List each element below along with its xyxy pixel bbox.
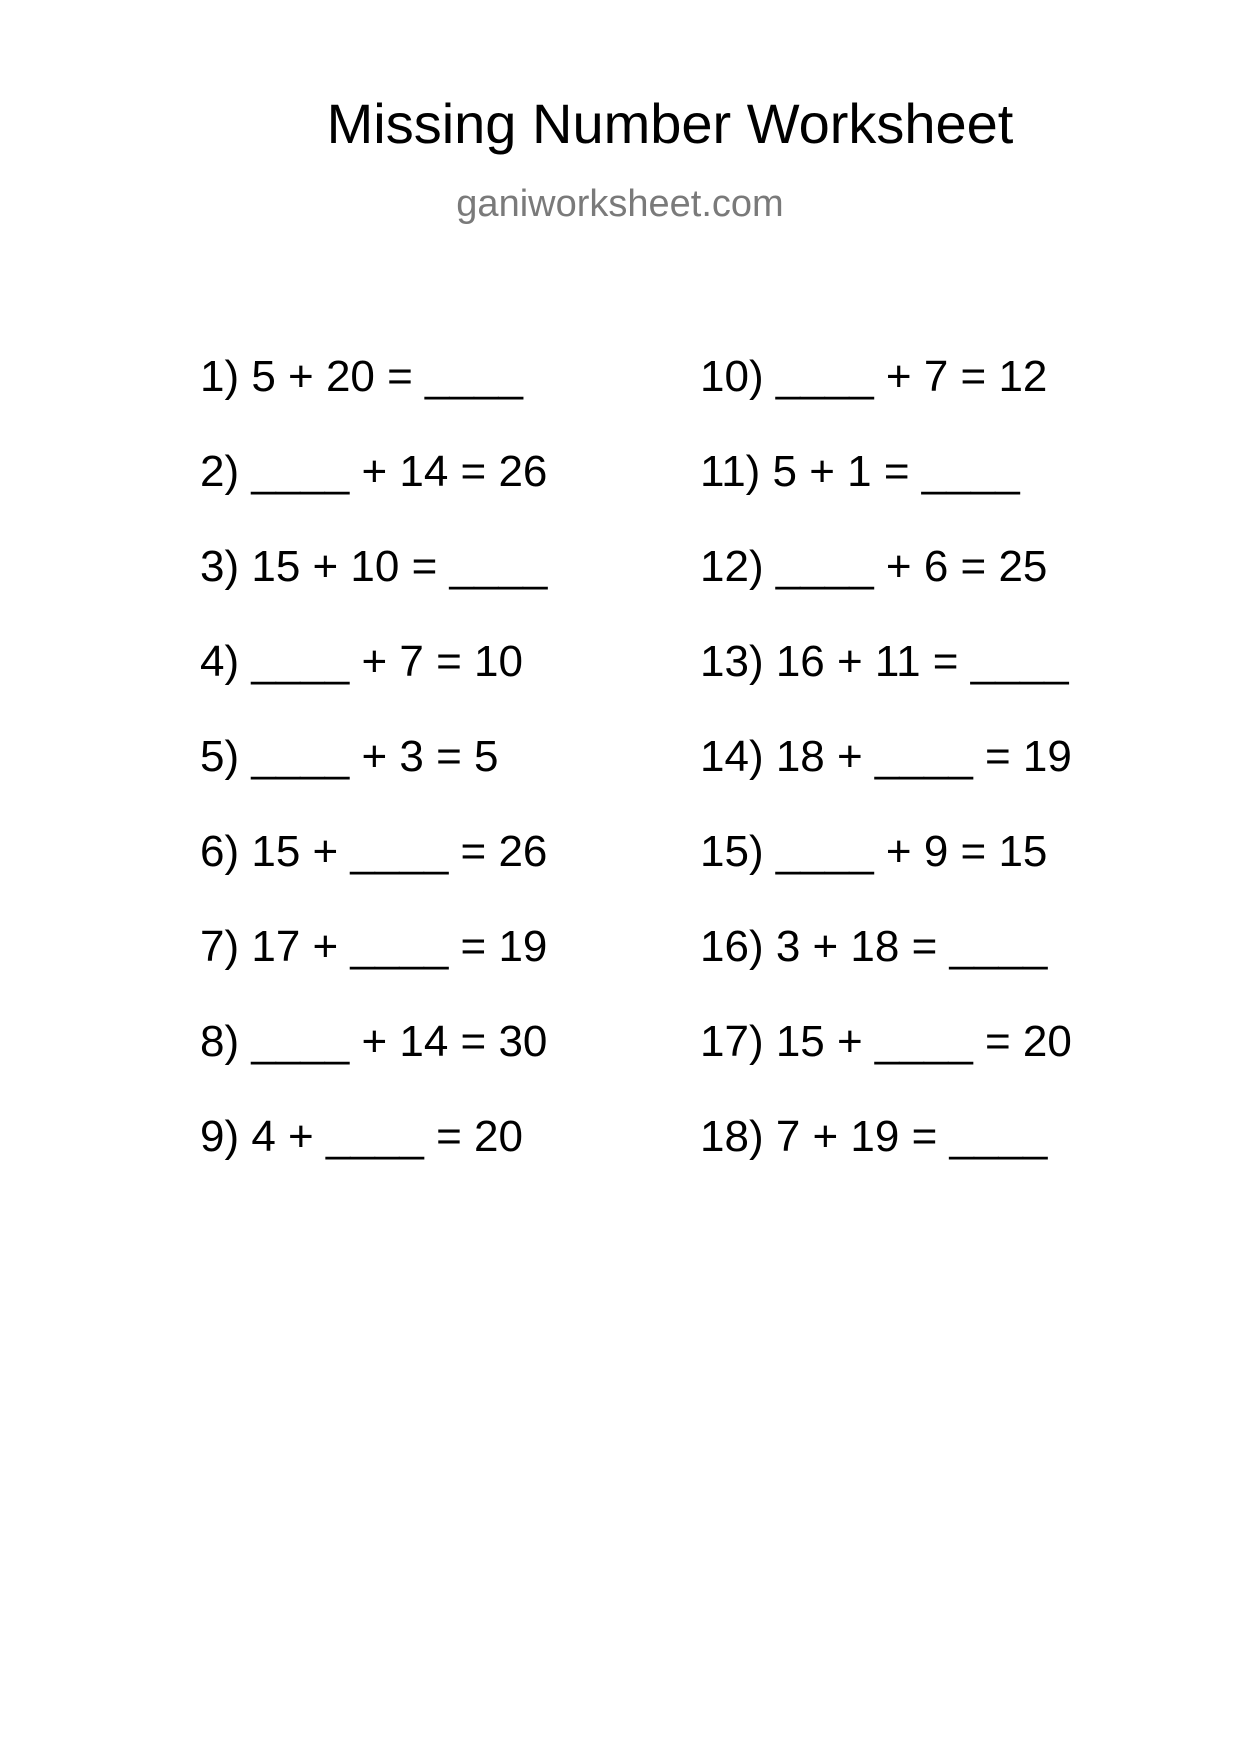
problem-13: 13) 16 + 11 = ____	[700, 637, 1069, 686]
website-url: ganiworksheet.com	[456, 183, 784, 225]
problem-14: 14) 18 + ____ = 19	[700, 732, 1072, 781]
problem-2: 2) ____ + 14 = 26	[200, 447, 548, 496]
problem-6: 6) 15 + ____ = 26	[200, 827, 548, 876]
problem-17: 17) 15 + ____ = 20	[700, 1017, 1072, 1066]
problem-7: 7) 17 + ____ = 19	[200, 922, 548, 971]
problem-12: 12) ____ + 6 = 25	[700, 542, 1048, 591]
problem-10: 10) ____ + 7 = 12	[700, 352, 1048, 401]
problem-18: 18) 7 + 19 = ____	[700, 1112, 1048, 1161]
problem-16: 16) 3 + 18 = ____	[700, 922, 1048, 971]
problem-9: 9) 4 + ____ = 20	[200, 1112, 523, 1161]
problems-right-column	[700, 352, 1072, 1207]
problem-5: 5) ____ + 3 = 5	[200, 732, 499, 781]
problem-15: 15) ____ + 9 = 15	[700, 827, 1048, 876]
problems-left-column	[200, 352, 547, 1207]
problem-11: 11) 5 + 1 = ____	[700, 447, 1020, 496]
problem-1: 1) 5 + 20 = ____	[200, 352, 523, 401]
problem-3: 3) 15 + 10 = ____	[200, 542, 548, 591]
problem-8: 8) ____ + 14 = 30	[200, 1017, 548, 1066]
worksheet-title: Missing Number Worksheet	[326, 92, 1014, 155]
problem-4: 4) ____ + 7 = 10	[200, 637, 523, 686]
